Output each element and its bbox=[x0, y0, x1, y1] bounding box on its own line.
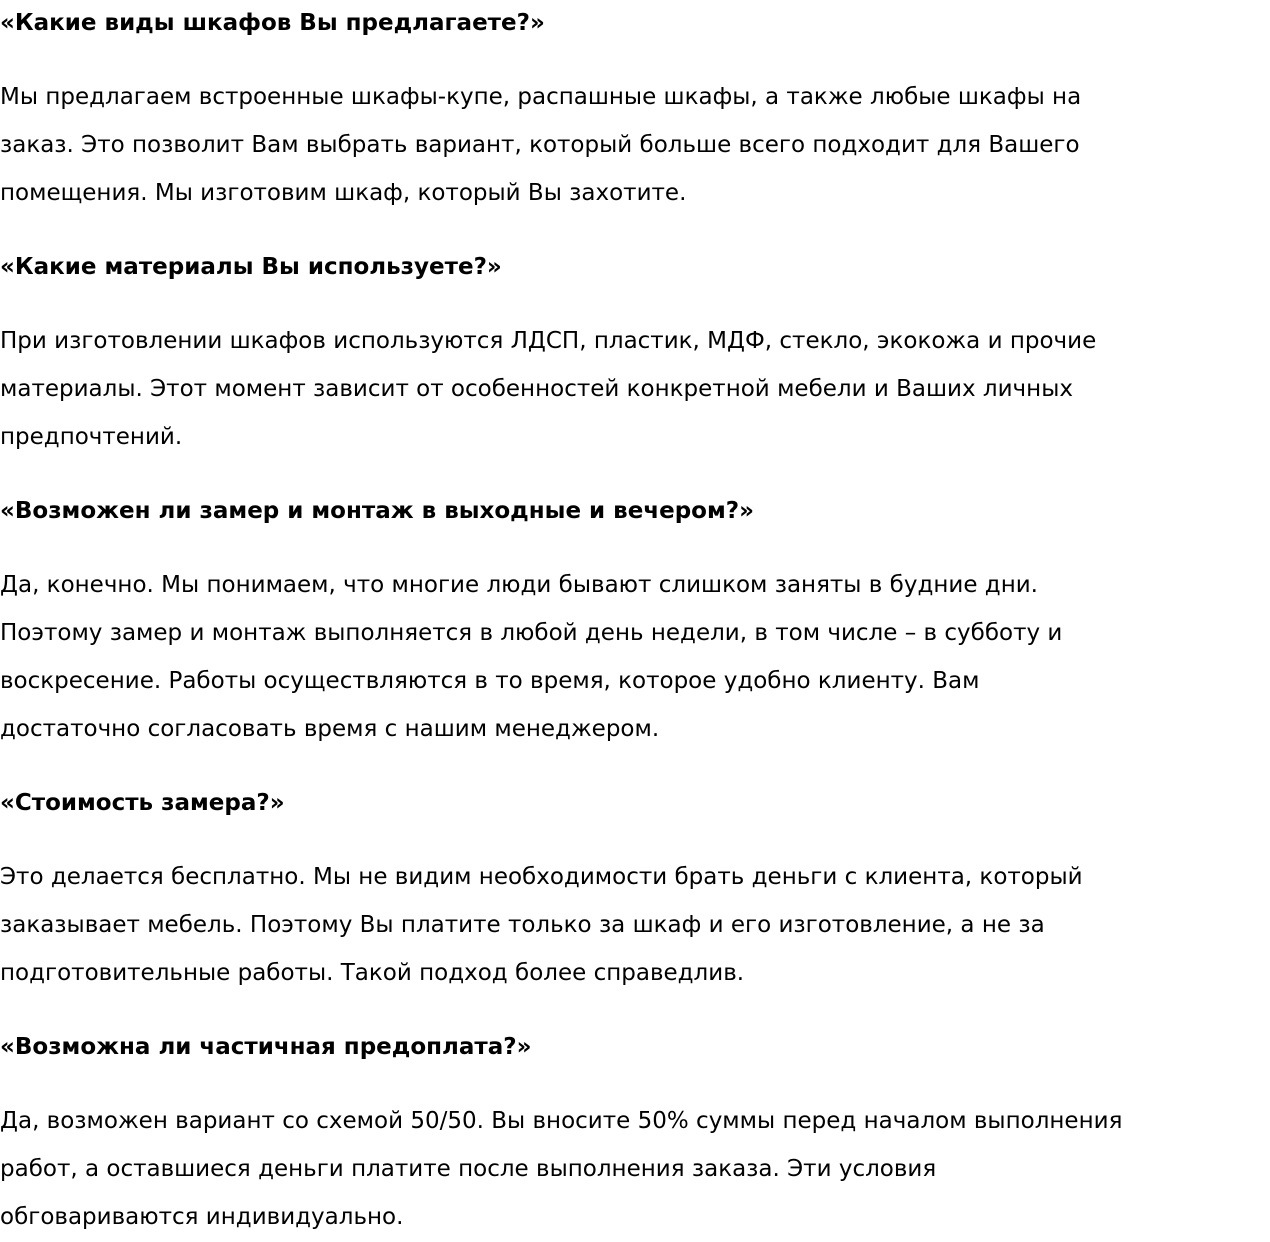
faq-answer-2-line-1: При изготовлении шкафов используются ЛДСП, пластик, МДФ, стекло, экокожа и прочие bbox=[0, 328, 1097, 354]
faq-answer-2-line-3: предпочтений. bbox=[0, 424, 183, 450]
faq-question-4: «Стоимость замера?» bbox=[0, 790, 285, 816]
faq-answer-3-line-3: воскресение. Работы осуществляются в то время, которое удобно клиенту. Вам bbox=[0, 668, 980, 694]
faq-question-1: «Какие виды шкафов Вы предлагаете?» bbox=[0, 10, 545, 36]
faq-answer-5 bbox=[0, 1097, 1122, 1241]
faq-answer-3 bbox=[0, 561, 1062, 753]
faq-answer-5-line-3: обговариваются индивидуально. bbox=[0, 1204, 404, 1230]
faq-answer-4-line-3: подготовительные работы. Такой подход более справедлив. bbox=[0, 960, 745, 986]
faq-question-5: «Возможна ли частичная предоплата?» bbox=[0, 1034, 532, 1060]
faq-answer-4-line-1: Это делается бесплатно. Мы не видим необходимости брать деньги с клиента, который bbox=[0, 864, 1083, 890]
faq-answer-2-line-2: материалы. Этот момент зависит от особенностей конкретной мебели и Ваших личных bbox=[0, 376, 1073, 402]
faq-answer-3-line-2: Поэтому замер и монтаж выполняется в любой день недели, в том числе – в субботу и bbox=[0, 620, 1063, 646]
faq-answer-1-line-3: помещения. Мы изготовим шкаф, который Вы захотите. bbox=[0, 180, 687, 206]
faq-answer-1 bbox=[0, 73, 1081, 217]
faq-answer-1-line-2: заказ. Это позволит Вам выбрать вариант, который больше всего подходит для Вашего bbox=[0, 132, 1080, 158]
faq-answer-4 bbox=[0, 853, 1083, 997]
faq-answer-5-line-1: Да, возможен вариант со схемой 50/50. Вы вносите 50% суммы перед началом выполнения bbox=[0, 1108, 1123, 1134]
faq-answer-1-line-1: Мы предлагаем встроенные шкафы-купе, распашные шкафы, а также любые шкафы на bbox=[0, 84, 1082, 110]
faq-answer-3-line-4: достаточно согласовать время с нашим менеджером. bbox=[0, 716, 660, 742]
faq-answer-5-line-2: работ, а оставшиеся деньги платите после выполнения заказа. Эти условия bbox=[0, 1156, 937, 1182]
faq-answer-2 bbox=[0, 317, 1096, 461]
faq-question-3: «Возможен ли замер и монтаж в выходные и вечером?» bbox=[0, 498, 754, 524]
faq-answer-4-line-2: заказывает мебель. Поэтому Вы платите только за шкаф и его изготовление, а не за bbox=[0, 912, 1045, 938]
faq-question-2: «Какие материалы Вы используете?» bbox=[0, 254, 502, 280]
faq-answer-3-line-1: Да, конечно. Мы понимаем, что многие люди бывают слишком заняты в будние дни. bbox=[0, 572, 1038, 598]
